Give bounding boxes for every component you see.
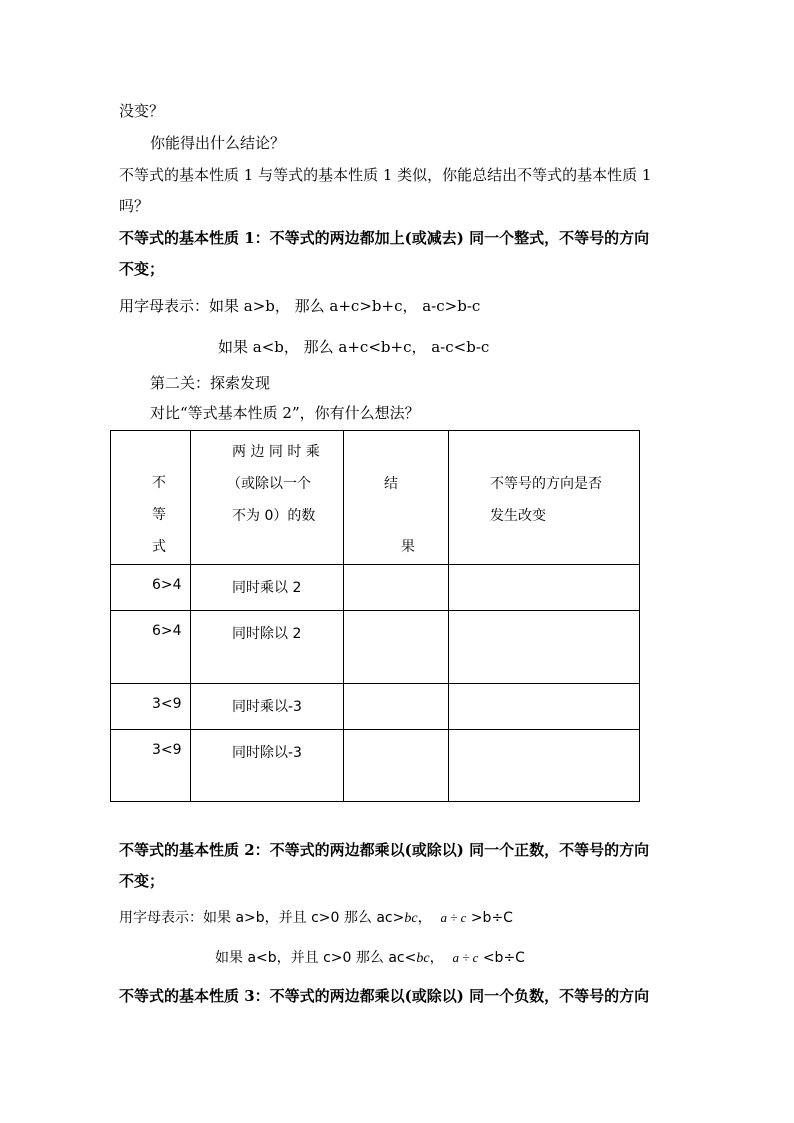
formula-math: a ÷ c (452, 950, 479, 965)
text-line: 没变？ (119, 102, 165, 120)
table-row (111, 684, 640, 730)
property-2-formula (119, 908, 513, 929)
formula-math: a ÷ c (440, 910, 467, 925)
table-row (111, 730, 640, 802)
formula-math: bc (404, 911, 418, 926)
direction-cell (449, 684, 640, 730)
header-text: 发生改变 (490, 508, 546, 524)
property-2-statement-cont: 不变； (119, 872, 165, 890)
property-1-formula: 如果 a<b， 那么 a+c<b+c， a-c<b-c (218, 338, 490, 356)
result-cell (344, 611, 449, 684)
direction-cell (449, 730, 640, 802)
formula-text: ， (417, 910, 432, 926)
formula-text: 如果 a<b，并且 c>0 那么 ac< (215, 950, 417, 966)
table-cell (191, 565, 344, 611)
operation: 同时乘以-3 (232, 699, 302, 715)
result-cell (344, 730, 449, 802)
inequality: 3<9 (152, 696, 182, 712)
formula-text: ， (429, 950, 444, 966)
section-heading: 第二关：探索发现 (150, 374, 271, 392)
table-cell (191, 684, 344, 730)
header-cell (344, 431, 449, 565)
result-cell (344, 565, 449, 611)
property-2-formula (215, 948, 525, 969)
operation: 同时除以 2 (232, 626, 302, 642)
formula-text: 用字母表示：如果 a>b，并且 c>0 那么 ac> (119, 910, 405, 926)
header-text: 不为 0）的数 (232, 508, 316, 524)
header-text: 式 (152, 539, 166, 555)
header-text: 不等号的方向是否 (490, 476, 602, 492)
inequality: 6>4 (152, 623, 182, 639)
header-text: 结 (384, 476, 398, 492)
table-cell (111, 565, 191, 611)
header-cell (191, 431, 344, 565)
table-row (111, 565, 640, 611)
table-cell (191, 611, 344, 684)
table-cell (191, 730, 344, 802)
inequality: 3<9 (152, 742, 182, 758)
header-text: 等 (152, 507, 166, 523)
text-line: 吗？ (119, 197, 150, 215)
formula-text: >b÷C (470, 910, 513, 926)
exploration-table (110, 430, 640, 802)
table-cell (111, 611, 191, 684)
direction-cell (449, 565, 640, 611)
header-text: 两 边 同 时 乘 (232, 444, 320, 460)
header-text: 不 (152, 475, 166, 491)
header-cell (449, 431, 640, 565)
table-row (111, 611, 640, 684)
direction-cell (449, 611, 640, 684)
property-1-statement: 不等式的基本性质 1：不等式的两边都加上(或减去) 同一个整式，不等号的方向 (119, 229, 650, 247)
result-cell (344, 684, 449, 730)
property-1-formula: 用字母表示：如果 a>b， 那么 a+c>b+c， a-c>b-c (119, 297, 481, 315)
operation: 同时乘以 2 (232, 580, 302, 596)
header-text: 果 (401, 539, 415, 555)
text-line: 不等式的基本性质 1 与等式的基本性质 1 类似，你能总结出不等式的基本性质 1 (119, 166, 652, 184)
property-1-statement-cont: 不变； (119, 260, 165, 278)
property-3-statement: 不等式的基本性质 3：不等式的两边都乘以(或除以) 同一个负数，不等号的方向 (119, 987, 650, 1005)
table-header-row (111, 431, 640, 565)
formula-text: <b÷C (482, 950, 525, 966)
inequality: 6>4 (152, 577, 182, 593)
formula-math: bc (416, 951, 430, 966)
section-question: 对比“等式基本性质 2”，你有什么想法？ (150, 404, 420, 422)
table-cell (111, 730, 191, 802)
header-text: （或除以一个 (227, 476, 311, 492)
text-line: 你能得出什么结论？ (150, 134, 286, 152)
table-cell (111, 684, 191, 730)
operation: 同时除以-3 (232, 745, 302, 761)
header-cell (111, 431, 191, 565)
property-2-statement: 不等式的基本性质 2：不等式的两边都乘以(或除以) 同一个正数，不等号的方向 (119, 841, 650, 859)
